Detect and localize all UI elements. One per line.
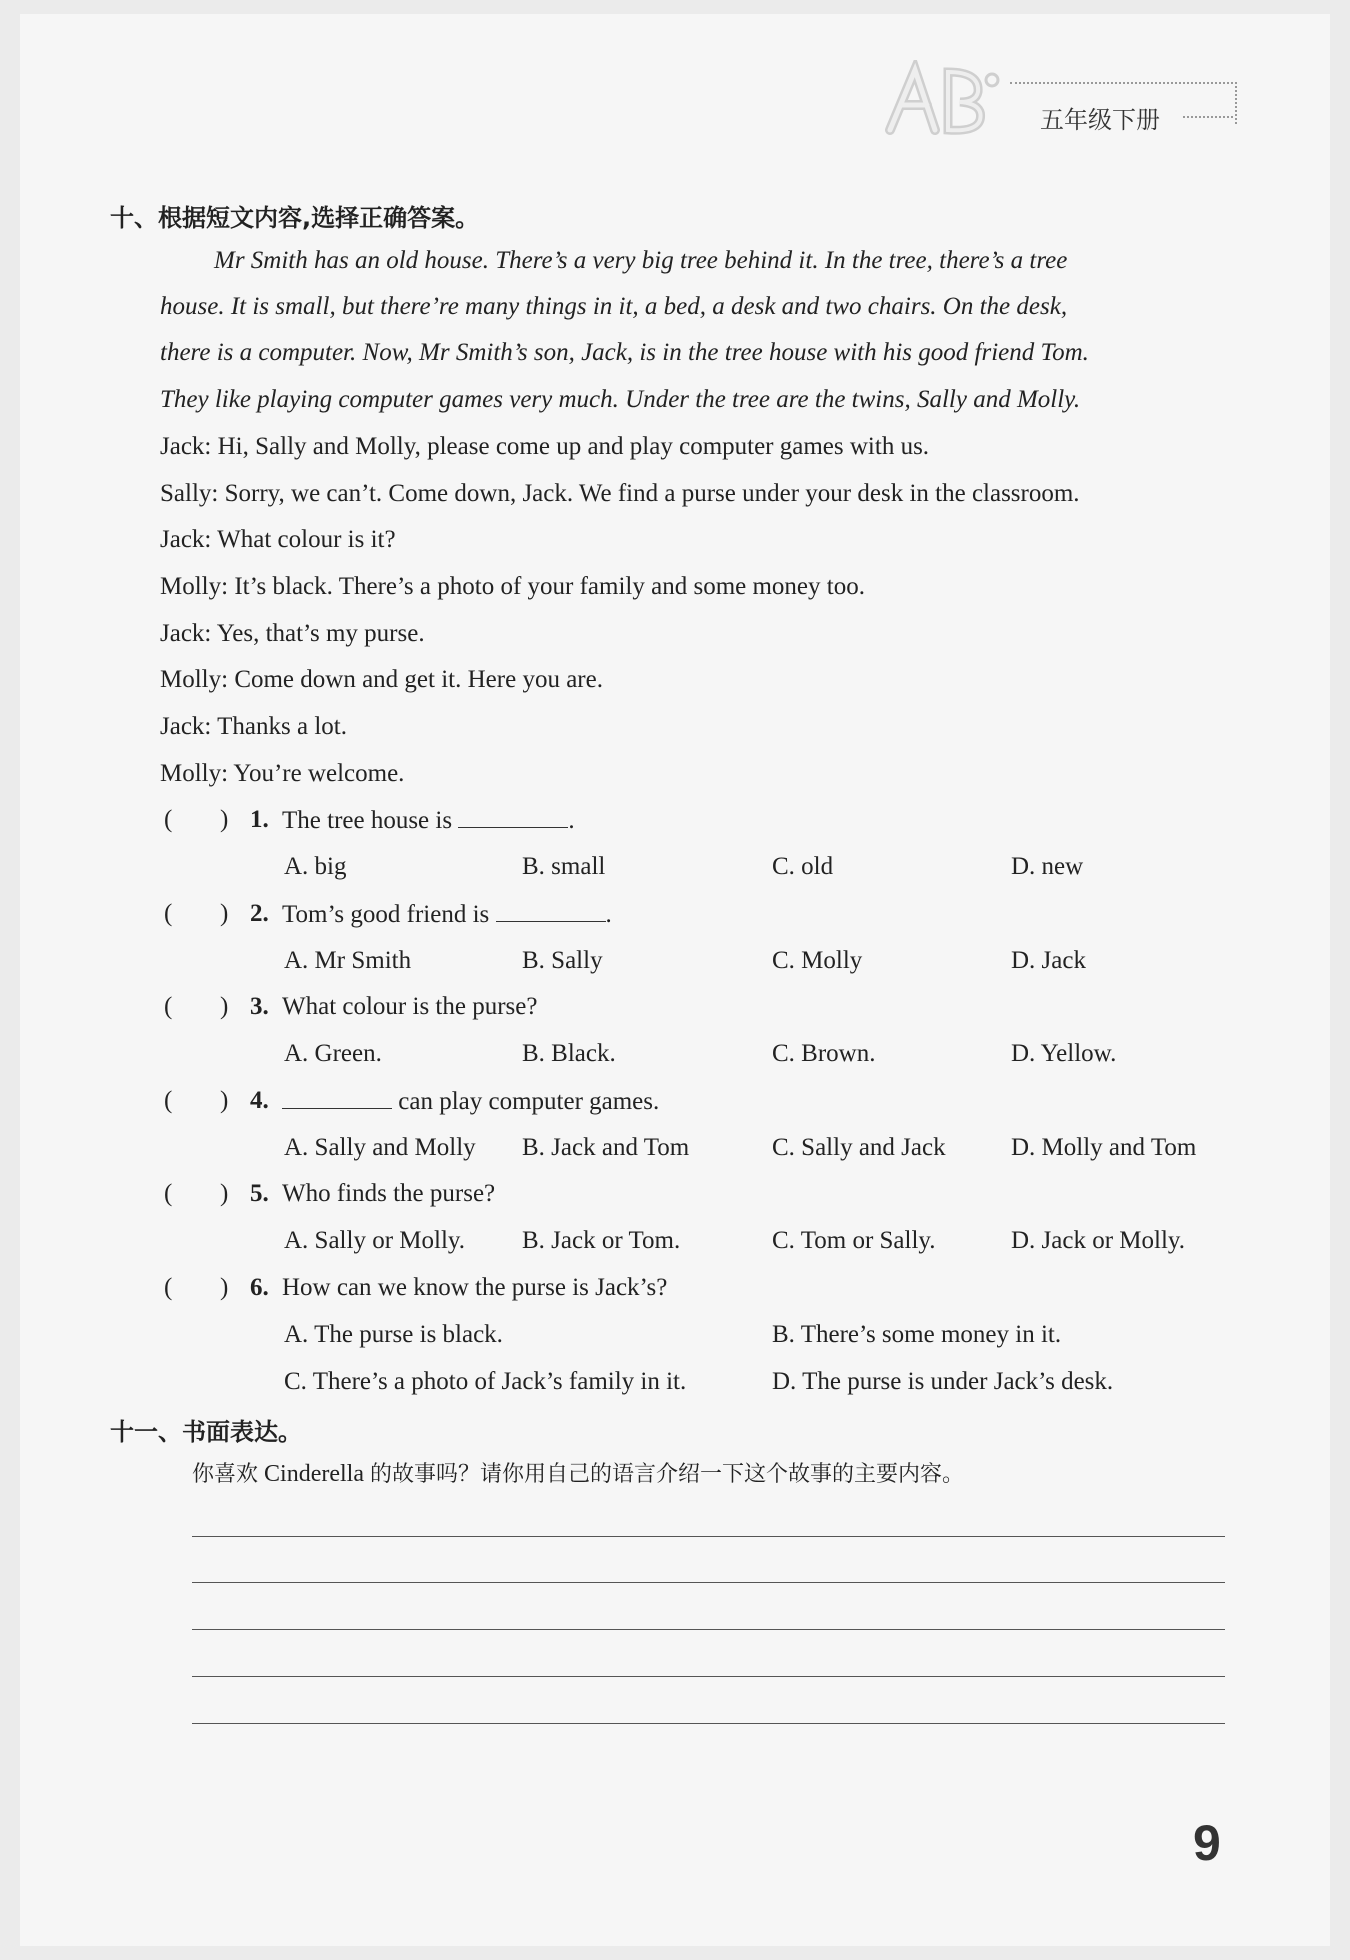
option-b[interactable]: B. There’s some money in it. <box>772 1321 1062 1348</box>
passage-line: there is a computer. Now, Mr Smith’s son, Jack, is in the tree house with his good friend Tom. <box>160 339 1089 366</box>
option-a[interactable]: A. Sally and Molly <box>284 1134 476 1161</box>
dialogue-line: Molly: You’re welcome. <box>160 760 405 787</box>
option-b[interactable]: B. small <box>522 853 606 880</box>
question-number: 3. <box>250 993 269 1020</box>
option-c[interactable]: C. old <box>772 853 834 880</box>
question-number: 4. <box>250 1087 269 1114</box>
question-text: can play computer games. <box>282 1084 659 1119</box>
option-a[interactable]: A. Green. <box>284 1040 382 1067</box>
question-text: How can we know the purse is Jack’s? <box>282 1274 668 1301</box>
dialogue-line: Molly: Come down and get it. Here you are. <box>160 666 603 693</box>
writing-line[interactable] <box>192 1629 1225 1630</box>
dialogue-line: Jack: What colour is it? <box>160 526 396 553</box>
option-a[interactable]: A. The purse is black. <box>284 1321 503 1348</box>
option-b[interactable]: B. Jack or Tom. <box>522 1227 681 1254</box>
option-b[interactable]: B. Jack and Tom <box>522 1134 690 1161</box>
dialogue-line: Jack: Hi, Sally and Molly, please come up and play computer games with us. <box>160 433 930 460</box>
answer-paren-close: ) <box>220 900 229 927</box>
question-1 <box>160 803 1240 837</box>
dialogue-line: Jack: Yes, that’s my purse. <box>160 620 425 647</box>
question-4 <box>160 1084 1240 1118</box>
answer-paren-close: ) <box>220 993 229 1020</box>
question-2 <box>160 897 1240 931</box>
dialogue-line: Sally: Sorry, we can’t. Come down, Jack. We find a purse under your desk in the classroom. <box>160 480 1080 507</box>
answer-paren-open: ( <box>164 993 173 1020</box>
option-c[interactable]: C. Brown. <box>772 1040 876 1067</box>
question-text: Who finds the purse? <box>282 1180 496 1207</box>
section-10-title: 十、根据短文内容,选择正确答案。 <box>110 204 480 232</box>
answer-paren-close: ) <box>220 1087 229 1114</box>
page-number: 9 <box>1193 1815 1221 1871</box>
question-number: 5. <box>250 1180 269 1207</box>
question-6 <box>160 1271 1240 1305</box>
writing-line[interactable] <box>192 1676 1225 1677</box>
option-c[interactable]: C. Molly <box>772 947 863 974</box>
writing-line[interactable] <box>192 1723 1225 1724</box>
option-d[interactable]: D. The purse is under Jack’s desk. <box>772 1368 1114 1395</box>
question-number: 2. <box>250 900 269 927</box>
answer-paren-close: ) <box>220 1180 229 1207</box>
question-text: What colour is the purse? <box>282 993 538 1020</box>
option-c[interactable]: C. Sally and Jack <box>772 1134 946 1161</box>
writing-line[interactable] <box>192 1582 1225 1583</box>
writing-prompt: 你喜欢 Cinderella 的故事吗？请你用自己的语言介绍一下这个故事的主要内容。 <box>192 1461 964 1487</box>
fill-blank[interactable] <box>458 803 568 828</box>
writing-line[interactable] <box>192 1536 1225 1537</box>
option-c[interactable]: C. Tom or Sally. <box>772 1227 936 1254</box>
dialogue-line: Molly: It’s black. There’s a photo of your family and some money too. <box>160 573 865 600</box>
option-b[interactable]: B. Sally <box>522 947 603 974</box>
option-c[interactable]: C. There’s a photo of Jack’s family in it. <box>284 1368 687 1395</box>
passage-line: house. It is small, but there’re many things in it, a bed, a desk and two chairs. On the desk, <box>160 293 1068 320</box>
option-d[interactable]: D. Jack <box>1011 947 1086 974</box>
question-number: 1. <box>250 806 269 833</box>
passage-line: Mr Smith has an old house. There’s a very big tree behind it. In the tree, there’s a tree <box>214 247 1068 274</box>
option-d[interactable]: D. Molly and Tom <box>1011 1134 1197 1161</box>
fill-blank[interactable] <box>282 1084 392 1109</box>
question-text: Tom’s good friend is . <box>282 897 612 932</box>
option-a[interactable]: A. Sally or Molly. <box>284 1227 466 1254</box>
grade-divider <box>1183 116 1233 118</box>
answer-paren-open: ( <box>164 1274 173 1301</box>
answer-paren-open: ( <box>164 1180 173 1207</box>
fill-blank[interactable] <box>496 897 606 922</box>
option-d[interactable]: D. Jack or Molly. <box>1011 1227 1186 1254</box>
option-a[interactable]: A. big <box>284 853 347 880</box>
question-text: The tree house is . <box>282 803 575 838</box>
option-d[interactable]: D. Yellow. <box>1011 1040 1117 1067</box>
answer-paren-open: ( <box>164 806 173 833</box>
passage-line: They like playing computer games very much. Under the tree are the twins, Sally and Molly. <box>160 386 1081 413</box>
section-11-title: 十一、书面表达。 <box>110 1418 302 1446</box>
book-logo-icon <box>880 60 1010 140</box>
answer-paren-open: ( <box>164 900 173 927</box>
option-b[interactable]: B. Black. <box>522 1040 616 1067</box>
question-5 <box>160 1177 1240 1211</box>
question-number: 6. <box>250 1274 269 1301</box>
grade-label: 五年级下册 <box>1040 106 1160 134</box>
question-3 <box>160 990 1240 1024</box>
answer-paren-close: ) <box>220 806 229 833</box>
dialogue-line: Jack: Thanks a lot. <box>160 713 347 740</box>
answer-paren-open: ( <box>164 1087 173 1114</box>
option-d[interactable]: D. new <box>1011 853 1084 880</box>
option-a[interactable]: A. Mr Smith <box>284 947 412 974</box>
answer-paren-close: ) <box>220 1274 229 1301</box>
